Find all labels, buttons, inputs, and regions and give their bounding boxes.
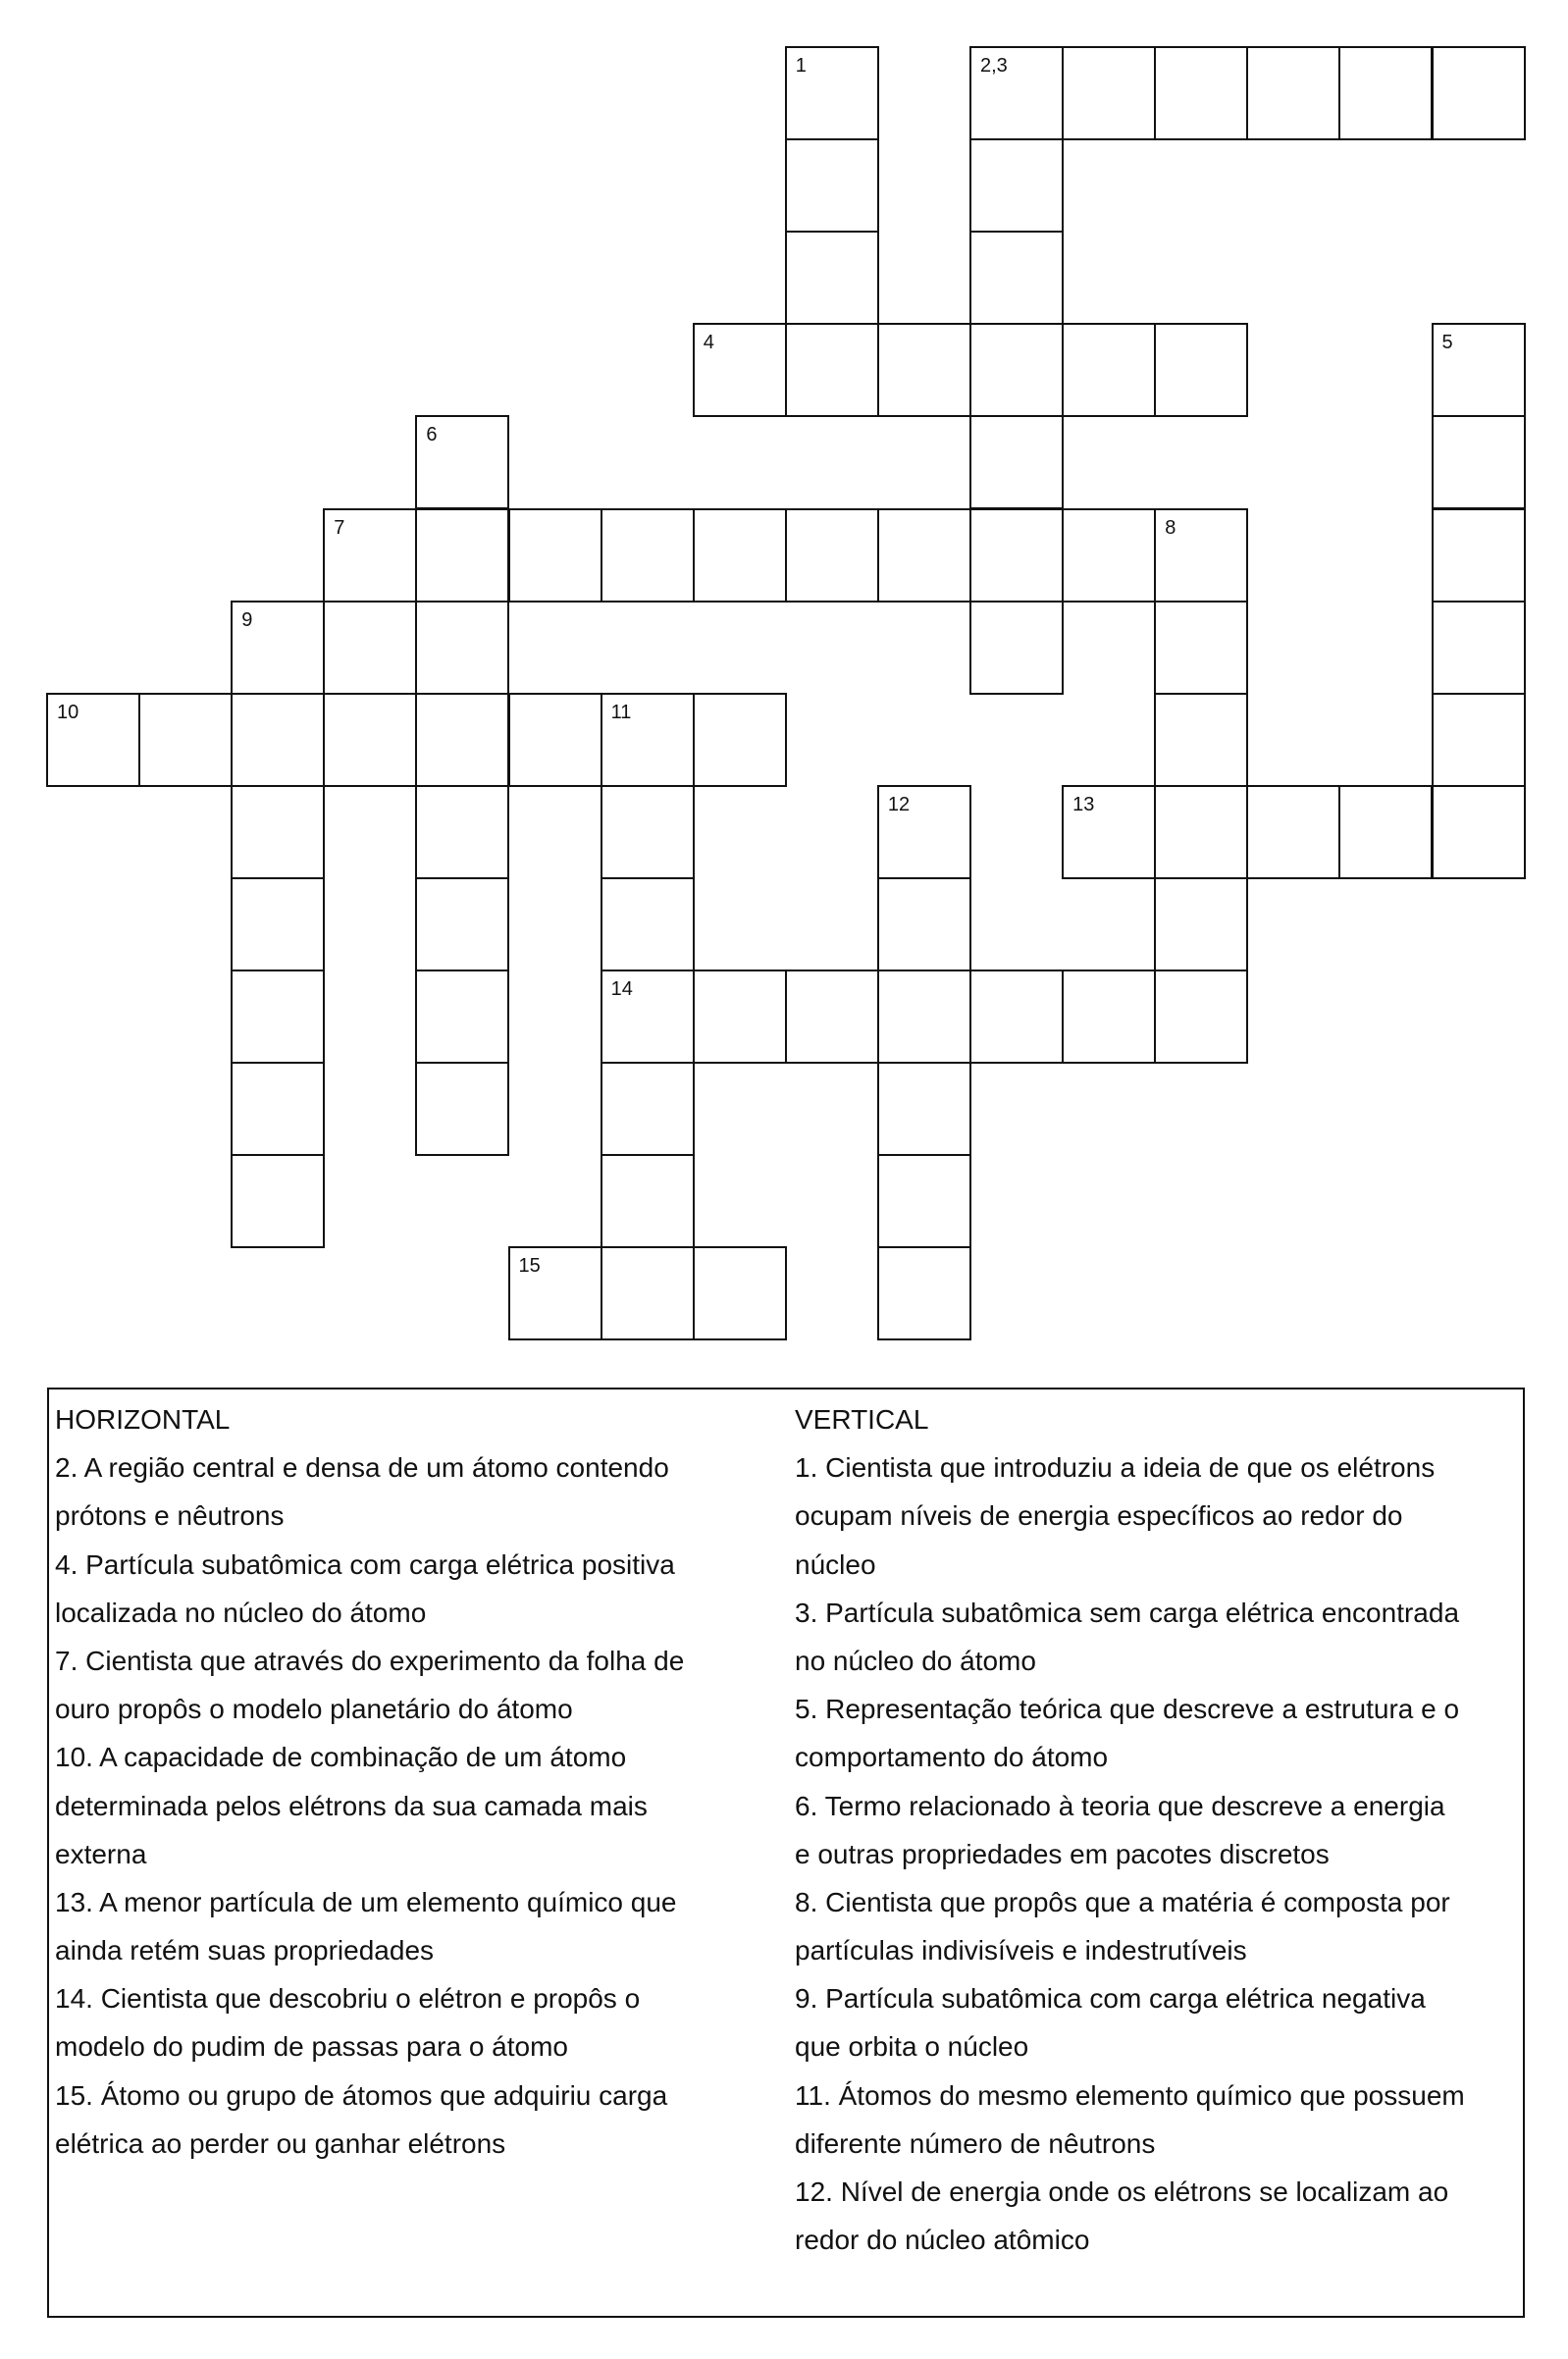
crossword-cell[interactable] xyxy=(1062,508,1156,603)
crossword-cell[interactable] xyxy=(877,323,971,417)
crossword-cell[interactable] xyxy=(231,785,325,879)
clue-number-label: 6 xyxy=(426,424,438,446)
crossword-cell[interactable] xyxy=(1246,46,1340,140)
crossword-cell[interactable] xyxy=(1246,785,1340,879)
clue-line: 13. A menor partícula de um elemento químico que xyxy=(55,1886,677,1917)
crossword-cell[interactable] xyxy=(785,46,879,140)
crossword-cell[interactable] xyxy=(969,415,1064,509)
crossword-cell[interactable] xyxy=(785,138,879,233)
clue-line: 8. Cientista que propôs que a matéria é composta por xyxy=(795,1886,1450,1917)
crossword-cell[interactable] xyxy=(415,1062,509,1156)
crossword-cell[interactable] xyxy=(415,970,509,1064)
crossword-cell[interactable] xyxy=(969,138,1064,233)
clue-line: 4. Partícula subatômica com carga elétrica positiva xyxy=(55,1548,675,1580)
crossword-cell[interactable] xyxy=(231,1062,325,1156)
crossword-cell[interactable] xyxy=(1432,601,1526,695)
clue-line: 12. Nível de energia onde os elétrons se localizam ao xyxy=(795,2176,1449,2207)
crossword-cell[interactable] xyxy=(601,877,695,971)
crossword-cell[interactable] xyxy=(601,508,695,603)
crossword-cell[interactable] xyxy=(508,1246,602,1340)
clue-number-label: 13 xyxy=(1072,793,1095,815)
clue-number-label: 1 xyxy=(795,55,807,77)
crossword-cell[interactable] xyxy=(877,508,971,603)
vertical-clues xyxy=(795,1395,1511,2264)
crossword-cell[interactable] xyxy=(231,1154,325,1248)
clue-box xyxy=(47,1388,1525,2318)
clue-line: localizada no núcleo do átomo xyxy=(55,1597,427,1628)
vertical-clue xyxy=(795,1443,1511,1589)
crossword-cell[interactable] xyxy=(969,601,1064,695)
crossword-cell[interactable] xyxy=(601,970,695,1064)
clue-number-label: 9 xyxy=(241,608,253,631)
clue-number-label: 8 xyxy=(1165,516,1176,539)
horizontal-clue xyxy=(55,1974,771,2071)
crossword-cell[interactable] xyxy=(415,877,509,971)
crossword-cell[interactable] xyxy=(1062,46,1156,140)
horizontal-clue xyxy=(55,1541,771,1637)
horizontal-clue xyxy=(55,2071,771,2168)
clue-number-label: 14 xyxy=(610,978,633,1000)
crossword-cell[interactable] xyxy=(1154,601,1248,695)
crossword-cell[interactable] xyxy=(877,877,971,971)
crossword-grid xyxy=(47,47,1525,1340)
crossword-cell[interactable] xyxy=(1338,785,1433,879)
crossword-cell[interactable] xyxy=(785,508,879,603)
crossword-cell[interactable] xyxy=(1154,693,1248,787)
crossword-cell[interactable] xyxy=(1432,46,1526,140)
crossword-cell[interactable] xyxy=(969,323,1064,417)
crossword-cell[interactable] xyxy=(877,785,971,879)
crossword-cell[interactable] xyxy=(1062,970,1156,1064)
clue-line: ouro propôs o modelo planetário do átomo xyxy=(55,1694,573,1725)
clue-number-label: 10 xyxy=(57,701,79,723)
crossword-cell[interactable] xyxy=(1338,46,1433,140)
crossword-cell[interactable] xyxy=(969,231,1064,325)
crossword-cell[interactable] xyxy=(693,323,787,417)
crossword-cell[interactable] xyxy=(1154,323,1248,417)
vertical-clue xyxy=(795,1589,1511,1685)
clue-line: elétrica ao perder ou ganhar elétrons xyxy=(55,2127,506,2159)
vertical-clue xyxy=(795,1878,1511,1974)
crossword-cell[interactable] xyxy=(415,693,509,787)
crossword-cell[interactable] xyxy=(1154,785,1248,879)
vertical-clue xyxy=(795,1685,1511,1781)
crossword-cell[interactable] xyxy=(415,785,509,879)
horizontal-clue xyxy=(55,1733,771,1878)
clue-number-label: 11 xyxy=(610,701,632,723)
crossword-cell[interactable] xyxy=(1154,970,1248,1064)
crossword-cell[interactable] xyxy=(877,1154,971,1248)
crossword-cell[interactable] xyxy=(1154,508,1248,603)
crossword-cell[interactable] xyxy=(601,1062,695,1156)
crossword-cell[interactable] xyxy=(693,970,787,1064)
crossword-cell[interactable] xyxy=(601,1246,695,1340)
clue-line: ainda retém suas propriedades xyxy=(55,1935,435,1966)
crossword-cell[interactable] xyxy=(1432,508,1526,603)
clue-line: 11. Átomos do mesmo elemento químico que possuem xyxy=(795,2079,1465,2111)
crossword-cell[interactable] xyxy=(601,785,695,879)
crossword-cell[interactable] xyxy=(323,508,417,603)
clue-number-label: 4 xyxy=(703,332,714,354)
clue-line: núcleo xyxy=(795,1548,876,1580)
crossword-cell[interactable] xyxy=(1432,415,1526,509)
crossword-cell[interactable] xyxy=(231,877,325,971)
crossword-cell[interactable] xyxy=(877,970,971,1064)
clue-line: determinada pelos elétrons da sua camada mais xyxy=(55,1790,648,1821)
crossword-cell[interactable] xyxy=(1432,323,1526,417)
clue-line: prótons e nêutrons xyxy=(55,1500,285,1532)
crossword-cell[interactable] xyxy=(969,46,1064,140)
crossword-cell[interactable] xyxy=(877,1246,971,1340)
crossword-cell[interactable] xyxy=(231,970,325,1064)
clue-line: modelo do pudim de passas para o átomo xyxy=(55,2031,568,2063)
vertical-clue xyxy=(795,1782,1511,1878)
vertical-clue xyxy=(795,2071,1511,2168)
crossword-cell[interactable] xyxy=(231,601,325,695)
crossword-cell[interactable] xyxy=(415,601,509,695)
crossword-cell[interactable] xyxy=(231,693,325,787)
crossword-cell[interactable] xyxy=(1432,785,1526,879)
clue-line: no núcleo do átomo xyxy=(795,1645,1036,1676)
crossword-cell[interactable] xyxy=(693,508,787,603)
crossword-cell[interactable] xyxy=(785,231,879,325)
clue-number-label: 15 xyxy=(518,1255,541,1278)
crossword-cell[interactable] xyxy=(785,323,879,417)
clue-line: 15. Átomo ou grupo de átomos que adquiriu carga xyxy=(55,2079,668,2111)
horizontal-heading: HORIZONTAL xyxy=(55,1404,231,1435)
clue-line: 6. Termo relacionado à teoria que descreve a energia xyxy=(795,1790,1445,1821)
crossword-cell[interactable] xyxy=(693,693,787,787)
clue-line: redor do núcleo atômico xyxy=(795,2225,1090,2256)
crossword-cell[interactable] xyxy=(1062,323,1156,417)
clue-line: 2. A região central e densa de um átomo contendo xyxy=(55,1452,669,1484)
clue-line: 3. Partícula subatômica sem carga elétrica encontrada xyxy=(795,1597,1460,1628)
clue-number-label: 12 xyxy=(887,793,911,815)
vertical-clue xyxy=(795,2168,1511,2264)
crossword-cell[interactable] xyxy=(508,693,602,787)
crossword-cell[interactable] xyxy=(877,1062,971,1156)
horizontal-clue xyxy=(55,1443,771,1540)
crossword-cell[interactable] xyxy=(601,693,695,787)
crossword-cell[interactable] xyxy=(415,415,509,509)
crossword-cell[interactable] xyxy=(1062,785,1156,879)
crossword-cell[interactable] xyxy=(1154,46,1248,140)
crossword-cell[interactable] xyxy=(508,508,602,603)
clue-line: 1. Cientista que introduziu a ideia de que os elétrons xyxy=(795,1452,1436,1484)
crossword-cell[interactable] xyxy=(969,508,1064,603)
crossword-cell[interactable] xyxy=(1154,877,1248,971)
clue-line: e outras propriedades em pacotes discretos xyxy=(795,1838,1330,1869)
crossword-cell[interactable] xyxy=(138,693,233,787)
crossword-cell[interactable] xyxy=(785,970,879,1064)
horizontal-clue xyxy=(55,1637,771,1733)
crossword-cell[interactable] xyxy=(1432,693,1526,787)
clue-line: que orbita o núcleo xyxy=(795,2031,1029,2063)
clue-line: 5. Representação teórica que descreve a estrutura e o xyxy=(795,1694,1460,1725)
crossword-cell[interactable] xyxy=(969,970,1064,1064)
clue-line: partículas indivisíveis e indestrutíveis xyxy=(795,1935,1247,1966)
vertical-clue xyxy=(795,1974,1511,2071)
clue-line: 9. Partícula subatômica com carga elétrica negativa xyxy=(795,1983,1426,2015)
clue-line: ocupam níveis de energia específicos ao redor do xyxy=(795,1500,1403,1532)
clue-number-label: 2,3 xyxy=(980,55,1008,77)
clue-line: 14. Cientista que descobriu o elétron e propôs o xyxy=(55,1983,641,2015)
crossword-cell[interactable] xyxy=(693,1246,787,1340)
clue-line: 10. A capacidade de combinação de um átomo xyxy=(55,1742,627,1773)
horizontal-clues xyxy=(55,1395,771,2168)
crossword-cell[interactable] xyxy=(415,508,509,603)
crossword-cell[interactable] xyxy=(46,693,140,787)
vertical-heading: VERTICAL xyxy=(795,1404,929,1435)
crossword-cell[interactable] xyxy=(323,693,417,787)
clue-line: comportamento do átomo xyxy=(795,1742,1109,1773)
clue-line: 7. Cientista que através do experimento da folha de xyxy=(55,1645,685,1676)
clue-line: diferente número de nêutrons xyxy=(795,2127,1156,2159)
crossword-cell[interactable] xyxy=(601,1154,695,1248)
horizontal-clue xyxy=(55,1878,771,1974)
crossword-cell[interactable] xyxy=(323,601,417,695)
clue-number-label: 7 xyxy=(334,516,345,539)
clue-line: externa xyxy=(55,1838,147,1869)
clue-number-label: 5 xyxy=(1441,332,1453,354)
